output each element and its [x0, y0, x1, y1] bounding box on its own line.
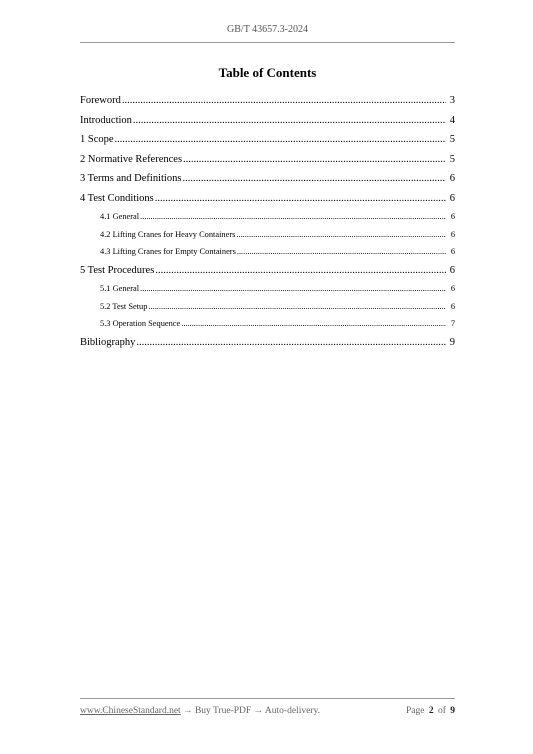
- toc-entry[interactable]: [80, 263, 455, 283]
- toc-entry-label: Bibliography: [80, 336, 136, 348]
- toc-entry-page: 6: [450, 229, 455, 239]
- dot-leader: [140, 282, 446, 295]
- toc-entry-page: 6: [450, 212, 455, 221]
- toc-entry[interactable]: [80, 132, 455, 152]
- toc-entry-page: 5: [449, 153, 455, 165]
- toc-entry-label: 4 Test Conditions: [80, 192, 154, 204]
- toc-entry-label: 5.2 Test Setup: [100, 301, 148, 311]
- toc-entry-label: 4.1 General: [100, 212, 140, 221]
- dot-leader: [133, 113, 446, 128]
- toc-entry[interactable]: [80, 317, 455, 335]
- toc-entry-label: 3 Terms and Definitions: [80, 173, 182, 184]
- dot-leader: [155, 263, 446, 278]
- toc-entry-label: 5 Test Procedures: [80, 264, 155, 276]
- arrow-icon: →: [183, 706, 193, 716]
- toc-entry-label: Introduction: [80, 114, 132, 126]
- toc-entry-page: 6: [449, 264, 455, 276]
- toc-entry-page: 6: [449, 173, 455, 184]
- dot-leader: [122, 93, 446, 108]
- toc-entry[interactable]: [80, 245, 455, 263]
- toc-entry[interactable]: [80, 300, 455, 318]
- toc-entry-page: 9: [449, 336, 455, 348]
- dot-leader: [236, 228, 446, 241]
- page-of: of: [437, 706, 446, 716]
- dot-leader: [136, 335, 446, 350]
- toc-entry-page: 3: [449, 95, 455, 106]
- page-current: 2: [428, 706, 434, 716]
- toc-entry-label: 4.2 Lifting Cranes for Heavy Containers: [100, 229, 236, 239]
- toc-entry-label: 2 Normative References: [80, 153, 183, 165]
- header-divider: [80, 42, 455, 43]
- dot-leader: [182, 171, 446, 186]
- toc-entry-label: 5.3 Operation Sequence: [100, 319, 181, 328]
- dot-leader: [115, 132, 446, 147]
- toc-entry-label: 4.3 Lifting Cranes for Empty Containers: [100, 247, 236, 256]
- toc-entry-page: 6: [450, 301, 455, 311]
- toc-entry[interactable]: [80, 335, 455, 355]
- toc-entry[interactable]: [80, 191, 455, 211]
- toc-entry-page: 6: [450, 284, 455, 293]
- toc-entry[interactable]: [80, 210, 455, 228]
- footer-promo: [80, 706, 320, 716]
- dot-leader: [148, 300, 446, 313]
- toc-entry-page: 6: [450, 247, 455, 256]
- arrow-icon: →: [253, 706, 264, 716]
- toc-entry-label: 5.1 General: [100, 284, 140, 293]
- toc-entry-page: 6: [449, 192, 455, 204]
- standard-number: GB/T 43657.3-2024: [227, 24, 308, 35]
- toc-entry-page: 4: [449, 114, 455, 126]
- table-of-contents: [80, 93, 455, 354]
- dot-leader: [181, 317, 446, 330]
- toc-entry-label: Foreword: [80, 95, 121, 106]
- toc-entry[interactable]: [80, 113, 455, 133]
- page-indicator: [404, 706, 455, 716]
- buy-text: Buy True-PDF: [194, 706, 252, 716]
- toc-entry[interactable]: [80, 152, 455, 172]
- website-link[interactable]: www.ChineseStandard.net: [80, 706, 181, 716]
- toc-entry[interactable]: [80, 171, 455, 191]
- document-header: [80, 24, 455, 35]
- page-title: Table of Contents: [218, 65, 317, 80]
- toc-entry-label: 1 Scope: [80, 134, 114, 145]
- dot-leader: [155, 191, 446, 206]
- document-footer: [80, 706, 455, 716]
- dot-leader: [140, 210, 446, 223]
- dot-leader: [237, 245, 446, 258]
- delivery-text: Auto-delivery.: [264, 706, 320, 716]
- toc-entry[interactable]: [80, 93, 455, 113]
- toc-entry[interactable]: [80, 228, 455, 246]
- page-total: 9: [450, 706, 455, 716]
- dot-leader: [183, 152, 446, 167]
- toc-entry-page: 5: [449, 134, 455, 145]
- toc-entry[interactable]: [80, 282, 455, 300]
- toc-entry-page: 7: [450, 319, 455, 328]
- page-label: Page: [405, 706, 425, 716]
- footer-divider: [80, 698, 455, 699]
